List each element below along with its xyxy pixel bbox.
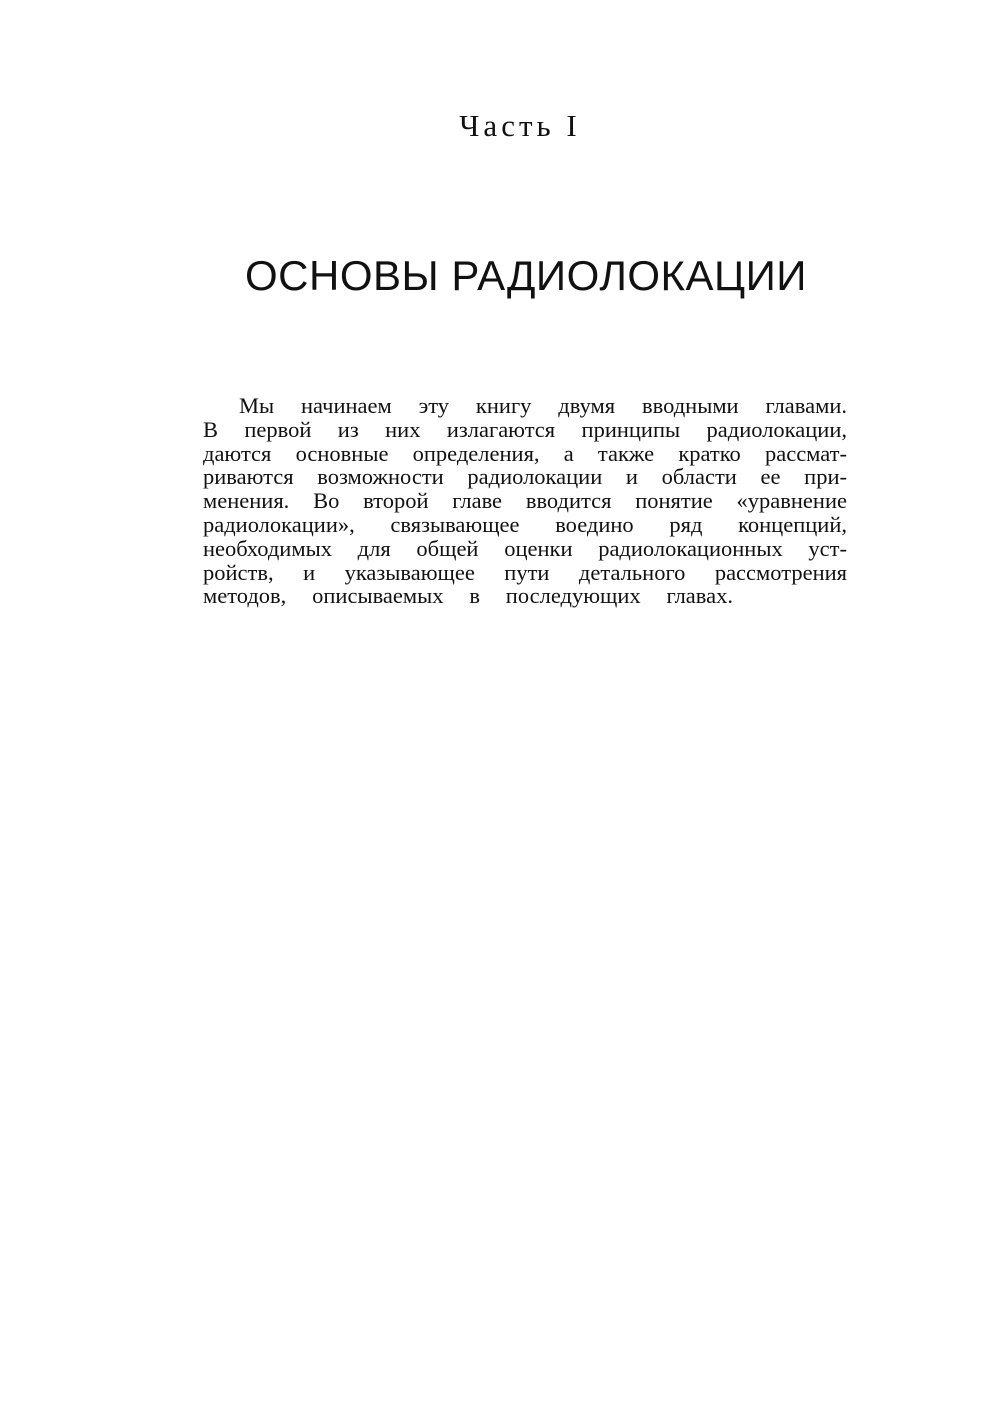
intro-line-3: даются основные определения, а также кратко рассмат- — [203, 440, 847, 466]
intro-line-4: риваются возможности радиолокации и области ее при- — [203, 464, 847, 490]
intro-line-5: менения. Во второй главе вводится понятие «уравнение — [203, 488, 847, 514]
intro-paragraph — [203, 394, 847, 608]
intro-line-6: радиолокации», связывающее воедино ряд концепций, — [203, 511, 847, 537]
part-title: ОСНОВЫ РАДИОЛОКАЦИИ — [245, 252, 807, 299]
intro-line-2: В первой из них излагаются принципы радиолокации, — [203, 416, 847, 442]
intro-line-7: необходимых для общей оценки радиолокационных уст- — [203, 535, 847, 561]
intro-line-8: ройств, и указывающее пути детального рассмотрения — [203, 559, 847, 585]
intro-line-9: методов, описываемых в последующих главах. — [203, 583, 733, 609]
intro-line-1: Мы начинаем эту книгу двумя вводными главами. — [239, 393, 847, 418]
part-label: Часть I — [459, 108, 581, 143]
